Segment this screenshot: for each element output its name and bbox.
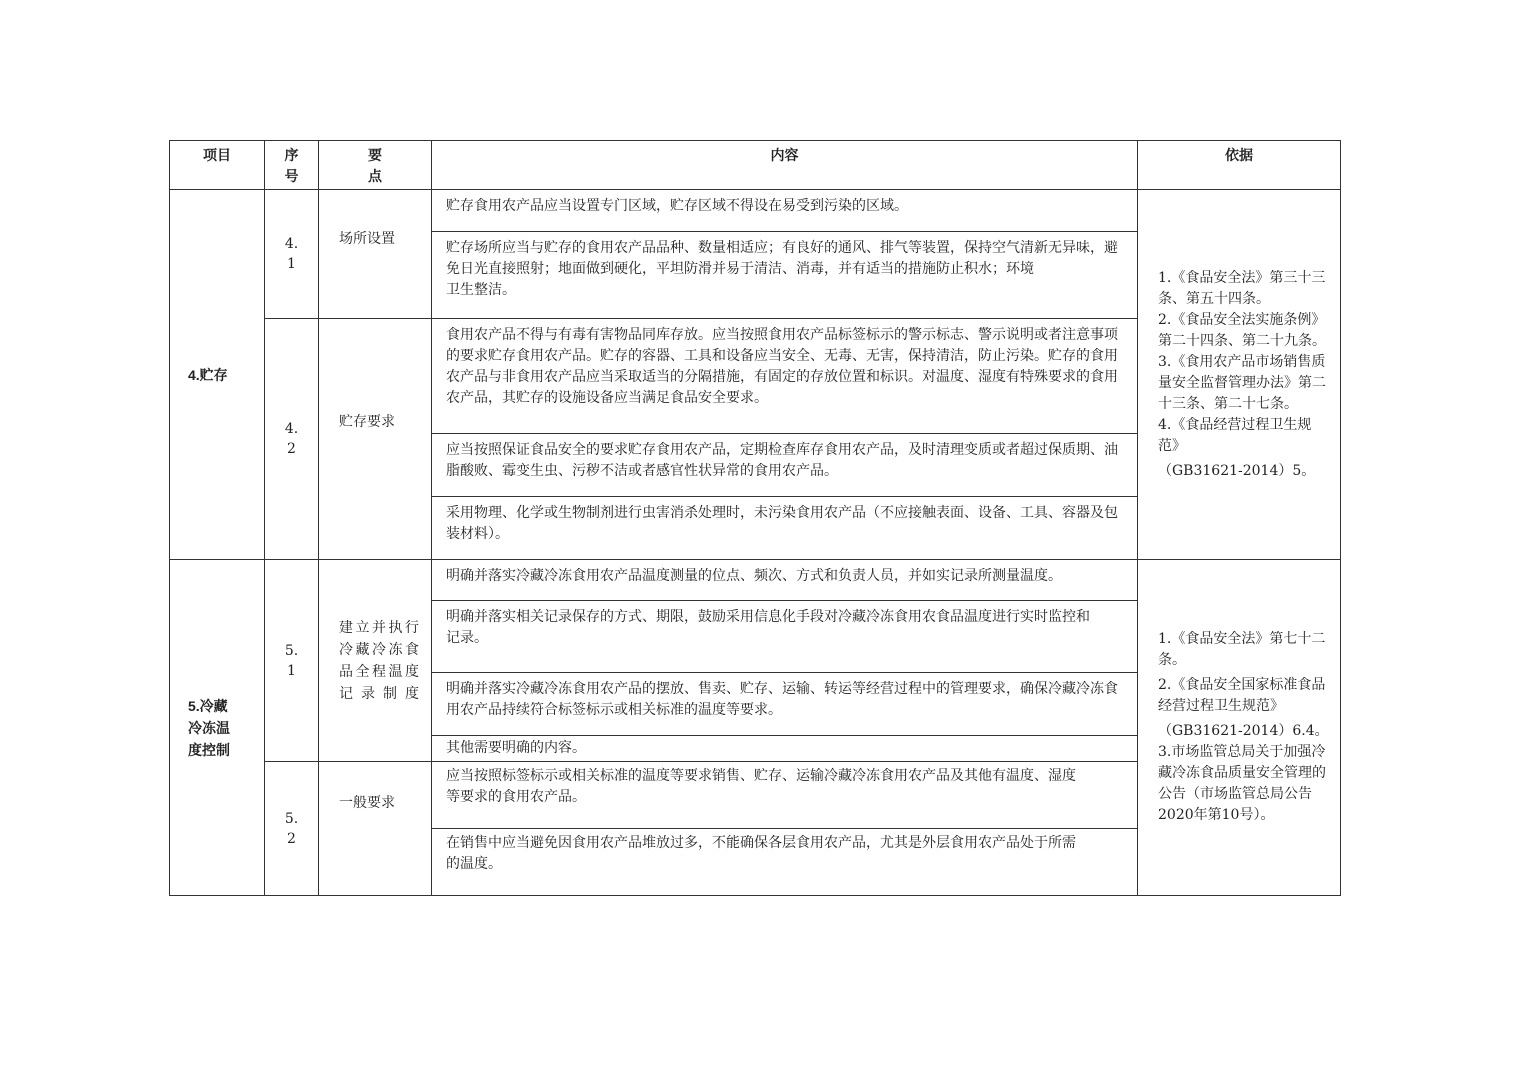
seq-cell: 4. 2 bbox=[265, 319, 319, 560]
seq-cell: 5. 2 bbox=[265, 762, 319, 896]
point-cell: 贮存要求 bbox=[319, 319, 432, 560]
header-project: 项目 bbox=[170, 141, 265, 190]
content-cell: 在销售中应当避免因食用农产品堆放过多，不能确保各层食用农产品，尤其是外层食用农产品处于所需 的温度。 bbox=[432, 829, 1138, 896]
content-cell: 食用农产品不得与有毒有害物品同库存放。应当按照食用农产品标签标示的警示标志、警示说明或者注意事项的要求贮存食用农产品。贮存的容器、工具和设备应当安全、无毒、无害，保持清洁，防止污染。贮存的食用农产品与非食用农产品应当采取适当的分隔措施，有固定的存放位置和标识。对温度、湿度有特殊要求的食用农产品，其贮存的设施设备应当满足食品安全要求。 bbox=[432, 319, 1138, 434]
header-basis: 依据 bbox=[1138, 141, 1341, 190]
content-cell: 明确并落实冷藏冷冻食用农产品的摆放、售卖、贮存、运输、转运等经营过程中的管理要求，确保冷藏冷冻食用农产品持续符合标签标示或相关标准的温度等要求。 bbox=[432, 673, 1138, 736]
header-point: 要 点 bbox=[319, 141, 432, 190]
basis-item: 1.《食品安全法》第七十二条。 bbox=[1158, 631, 1326, 668]
basis-item: （GB31621-2014）5。 bbox=[1158, 462, 1316, 479]
header-seq: 序 号 bbox=[265, 141, 319, 190]
content-cell: 采用物理、化学或生物制剂进行虫害消杀处理时，未污染食用农产品（不应接触表面、设备、工具、容器及包装材料）。 bbox=[432, 497, 1138, 560]
header-content: 内容 bbox=[432, 141, 1138, 190]
basis-cell bbox=[1138, 190, 1341, 560]
seq-cell: 4. 1 bbox=[265, 190, 319, 319]
point-cell: 一般要求 bbox=[319, 762, 432, 896]
content-cell: 贮存食用农产品应当设置专门区域，贮存区域不得设在易受到污染的区域。 bbox=[432, 190, 1138, 232]
basis-item: 2.《食品安全法实施条例》第二十四条、第二十九条。 bbox=[1158, 311, 1326, 349]
content-cell: 明确并落实相关记录保存的方式、期限，鼓励采用信息化手段对冷藏冷冻食用农食品温度进行实时监控和 记录。 bbox=[432, 601, 1138, 673]
project-cell: 4.贮存 bbox=[170, 190, 265, 560]
point-cell: 场所设置 bbox=[319, 190, 432, 319]
table-row bbox=[170, 190, 1341, 232]
basis-item: 3.《食用农产品市场销售质量安全监督管理办法》第二十三条、第二十七条。 bbox=[1158, 353, 1326, 412]
seq-cell: 5. 1 bbox=[265, 560, 319, 762]
point-cell: 建立并执行冷藏冷冻食品全程温度记录制度 bbox=[319, 560, 432, 762]
basis-item: （GB31621-2014）6.4。 bbox=[1158, 723, 1329, 739]
content-cell: 应当按照保证食品安全的要求贮存食用农产品，定期检查库存食用农产品，及时清理变质或者超过保质期、油脂酸败、霉变生虫、污秽不洁或者感官性状异常的食用农产品。 bbox=[432, 434, 1138, 497]
basis-item: 4.《食品经营过程卫生规范》 bbox=[1158, 416, 1312, 454]
content-cell: 明确并落实冷藏冷冻食用农产品温度测量的位点、频次、方式和负责人员，并如实记录所测量温度。 bbox=[432, 560, 1138, 601]
content-cell: 应当按照标签标示或相关标准的温度等要求销售、贮存、运输冷藏冷冻食用农产品及其他有温度、湿度 等要求的食用农产品。 bbox=[432, 762, 1138, 829]
project-cell: 5.冷藏 冷冻温 度控制 bbox=[170, 560, 265, 896]
requirements-table bbox=[169, 140, 1341, 896]
content-cell: 其他需要明确的内容。 bbox=[432, 736, 1138, 762]
basis-cell bbox=[1138, 560, 1341, 896]
content-cell: 贮存场所应当与贮存的食用农产品品种、数量相适应；有良好的通风、排气等装置，保持空气清新无异味，避免日光直接照射；地面做到硬化，平坦防滑并易于清洁、消毒，并有适当的措施防止积水；环境 卫生整洁。 bbox=[432, 232, 1138, 319]
table-row bbox=[170, 560, 1341, 601]
basis-item: 2.《食品安全国家标准食品经营过程卫生规范》 bbox=[1158, 677, 1326, 714]
header-row bbox=[170, 141, 1341, 190]
basis-item: 3.市场监管总局关于加强冷藏冷冻食品质量安全管理的公告（市场监管总局公告2020年第10号）。 bbox=[1158, 744, 1326, 823]
basis-item: 1.《食品安全法》第三十三条、第五十四条。 bbox=[1158, 269, 1326, 307]
